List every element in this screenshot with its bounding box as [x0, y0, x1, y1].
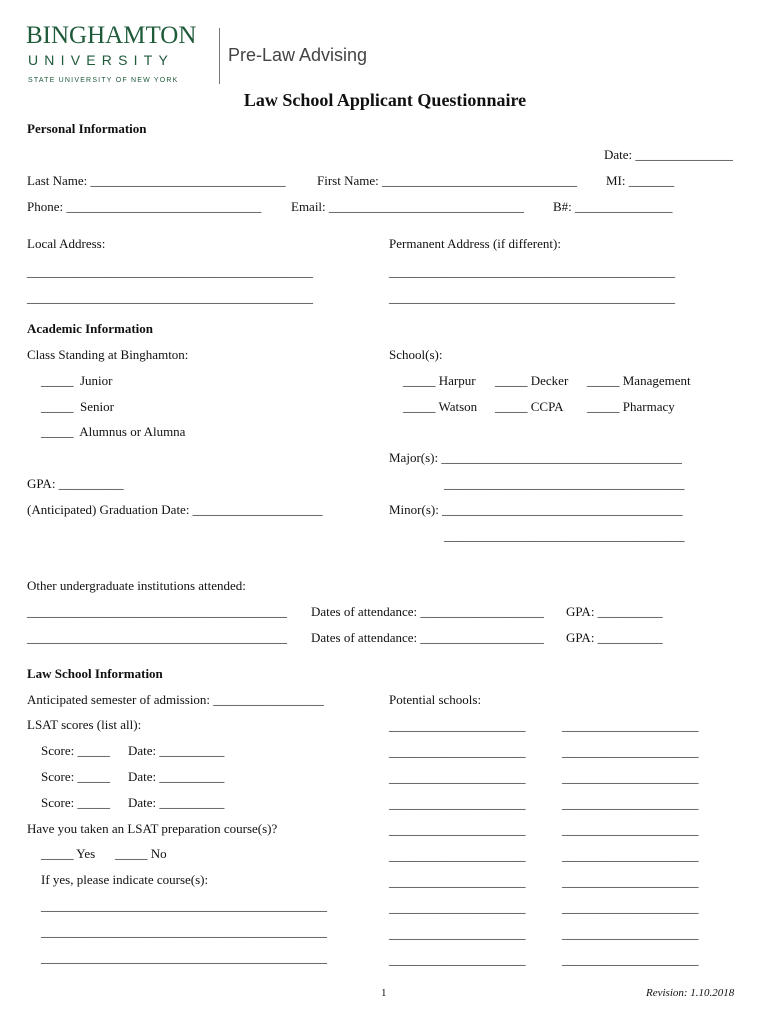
school-line[interactable]: _____________________: [389, 744, 526, 759]
school-line[interactable]: _____________________: [389, 874, 526, 889]
dates-attendance-1[interactable]: Dates of attendance: ___________________: [311, 604, 544, 619]
institution-gpa-1[interactable]: GPA: __________: [566, 604, 663, 619]
permanent-address-line-1[interactable]: ____________________________________________: [389, 264, 675, 279]
school-line[interactable]: _____________________: [562, 718, 699, 733]
option-junior[interactable]: _____ Junior: [41, 373, 113, 388]
option-management[interactable]: _____ Management: [587, 373, 691, 388]
school-line[interactable]: _____________________: [562, 926, 699, 941]
option-pharmacy[interactable]: _____ Pharmacy: [587, 399, 675, 414]
schools-label: School(s):: [389, 347, 443, 362]
minors-field[interactable]: Minor(s): _____________________________________: [389, 502, 683, 517]
department-name: Pre-Law Advising: [228, 45, 368, 65]
school-line[interactable]: _____________________: [562, 822, 699, 837]
option-watson[interactable]: _____ Watson: [403, 399, 478, 414]
option-harpur[interactable]: _____ Harpur: [403, 373, 476, 388]
option-yes[interactable]: _____ Yes: [41, 846, 96, 861]
local-address-line-1[interactable]: ____________________________________________: [27, 264, 313, 279]
permanent-address-line-2[interactable]: ____________________________________________: [389, 290, 675, 305]
lsat-score-2[interactable]: Score: _____: [41, 769, 110, 784]
logo-divider: [219, 28, 220, 84]
revision-label: Revision: 1.10.2018: [646, 987, 735, 999]
school-line[interactable]: _____________________: [389, 770, 526, 785]
first-name-field[interactable]: First Name: ______________________________: [317, 173, 577, 188]
majors-field[interactable]: Major(s): _____________________________________: [389, 450, 682, 465]
university-logo-subtitle: UNIVERSITY: [28, 52, 175, 68]
school-line[interactable]: _____________________: [389, 848, 526, 863]
prep-course-question: Have you taken an LSAT preparation course(s)?: [27, 821, 278, 836]
course-line-3[interactable]: ____________________________________________: [41, 950, 327, 965]
university-logo-suny: STATE UNIVERSITY OF NEW YORK: [28, 77, 179, 84]
lsat-date-2[interactable]: Date: __________: [128, 769, 225, 784]
b-number-field[interactable]: B#: _______________: [553, 199, 673, 214]
page-title: Law School Applicant Questionnaire: [243, 90, 527, 110]
graduation-date-field[interactable]: (Anticipated) Graduation Date: ____________________: [27, 502, 323, 517]
school-line[interactable]: _____________________: [389, 926, 526, 941]
course-line-1[interactable]: ____________________________________________: [41, 898, 327, 913]
semester-admission-field[interactable]: Anticipated semester of admission: _________________: [27, 692, 324, 707]
permanent-address-label: Permanent Address (if different):: [389, 236, 561, 251]
school-line[interactable]: _____________________: [562, 874, 699, 889]
school-line[interactable]: _____________________: [562, 770, 699, 785]
page-number: 1: [381, 987, 387, 999]
option-decker[interactable]: _____ Decker: [495, 373, 569, 388]
school-line[interactable]: _____________________: [389, 796, 526, 811]
school-line[interactable]: _____________________: [389, 822, 526, 837]
lsat-score-3[interactable]: Score: _____: [41, 795, 110, 810]
school-line[interactable]: _____________________: [562, 952, 699, 967]
school-line[interactable]: _____________________: [389, 718, 526, 733]
dates-attendance-2[interactable]: Dates of attendance: ___________________: [311, 630, 544, 645]
school-line[interactable]: _____________________: [562, 848, 699, 863]
middle-initial-field[interactable]: MI: _______: [606, 173, 675, 188]
other-institutions-label: Other undergraduate institutions attended:: [27, 578, 246, 593]
institution-line-2[interactable]: ________________________________________: [27, 630, 287, 645]
school-line[interactable]: _____________________: [389, 900, 526, 915]
majors-field-line-2[interactable]: _____________________________________: [444, 476, 685, 491]
local-address-label: Local Address:: [27, 236, 106, 251]
option-ccpa[interactable]: _____ CCPA: [495, 399, 564, 414]
school-line[interactable]: _____________________: [562, 744, 699, 759]
school-line[interactable]: _____________________: [562, 796, 699, 811]
course-line-2[interactable]: ____________________________________________: [41, 924, 327, 939]
school-line[interactable]: _____________________: [562, 900, 699, 915]
gpa-field[interactable]: GPA: __________: [27, 476, 124, 491]
lsat-score-1[interactable]: Score: _____: [41, 743, 110, 758]
lsat-date-3[interactable]: Date: __________: [128, 795, 225, 810]
option-alumnus[interactable]: _____ Alumnus or Alumna: [41, 424, 186, 439]
last-name-field[interactable]: Last Name: ______________________________: [27, 173, 286, 188]
institution-line-1[interactable]: ________________________________________: [27, 604, 287, 619]
option-senior[interactable]: _____ Senior: [41, 399, 114, 414]
if-yes-label: If yes, please indicate course(s):: [41, 872, 209, 887]
option-no[interactable]: _____ No: [115, 846, 167, 861]
local-address-line-2[interactable]: ____________________________________________: [27, 290, 313, 305]
date-field[interactable]: Date: _______________: [604, 147, 733, 162]
minors-field-line-2[interactable]: _____________________________________: [444, 528, 685, 543]
phone-field[interactable]: Phone: ______________________________: [27, 199, 262, 214]
class-standing-label: Class Standing at Binghamton:: [27, 347, 189, 362]
lsat-date-1[interactable]: Date: __________: [128, 743, 225, 758]
email-field[interactable]: Email: ______________________________: [291, 199, 524, 214]
university-logo-wordmark: BINGHAMTON: [26, 22, 197, 49]
section-heading-personal: Personal Information: [27, 121, 147, 136]
lsat-scores-label: LSAT scores (list all):: [27, 717, 142, 732]
section-heading-academic: Academic Information: [27, 321, 154, 336]
section-heading-law-school: Law School Information: [27, 666, 163, 681]
institution-gpa-2[interactable]: GPA: __________: [566, 630, 663, 645]
potential-schools-label: Potential schools:: [389, 692, 482, 707]
school-line[interactable]: _____________________: [389, 952, 526, 967]
